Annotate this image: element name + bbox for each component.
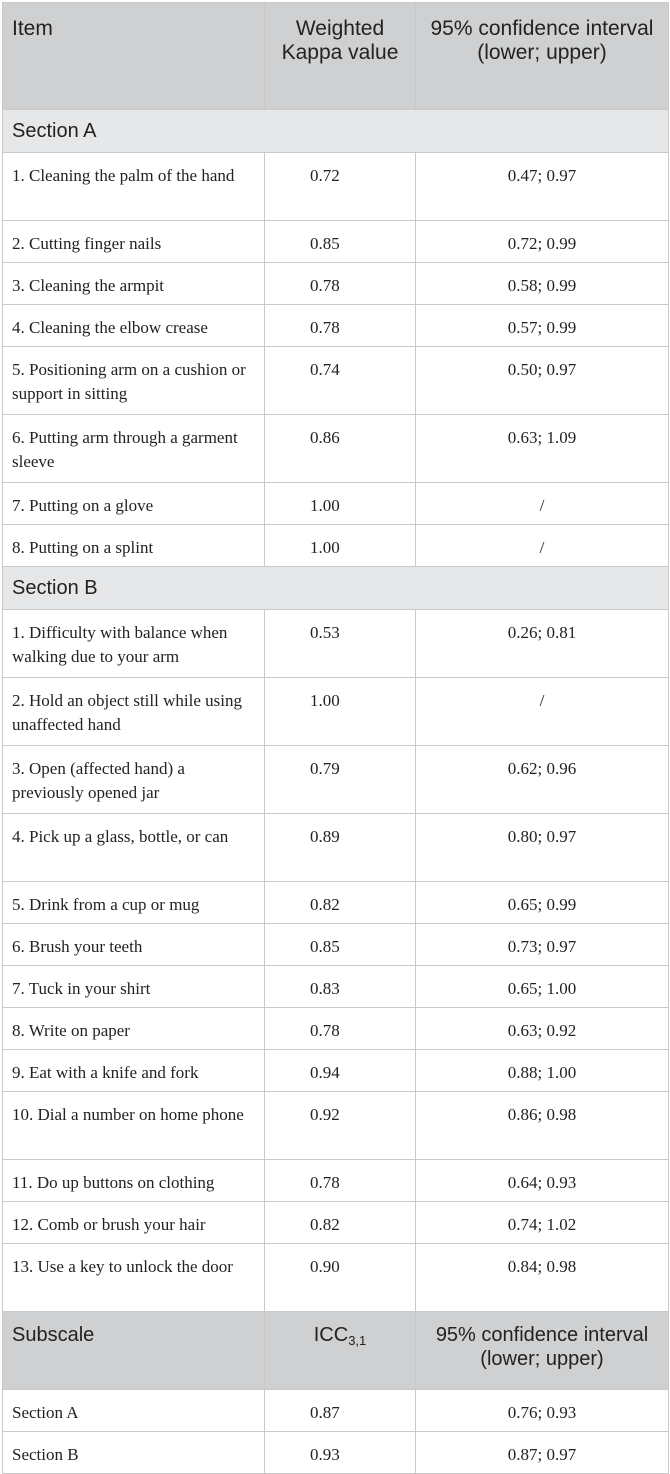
ci-cell: 0.47; 0.97 [416, 153, 669, 221]
kappa-cell: 0.85 [265, 924, 416, 966]
subscale-cell: Section A [3, 1390, 265, 1432]
header-subscale: Subscale [3, 1312, 265, 1390]
item-cell: 9. Eat with a knife and fork [3, 1050, 265, 1092]
ci-cell: 0.72; 0.99 [416, 221, 669, 263]
item-cell: 2. Hold an object still while using unaffected hand [3, 678, 265, 746]
table-row [3, 1050, 669, 1092]
ci-cell: 0.62; 0.96 [416, 746, 669, 814]
table-row [3, 305, 669, 347]
ci-cell: 0.76; 0.93 [416, 1390, 669, 1432]
table-row [3, 1092, 669, 1160]
table-row [3, 1244, 669, 1312]
table-row [3, 746, 669, 814]
kappa-cell: 0.72 [265, 153, 416, 221]
kappa-cell: 0.89 [265, 814, 416, 882]
ci-cell: / [416, 483, 669, 525]
kappa-cell: 0.82 [265, 882, 416, 924]
table-row [3, 221, 669, 263]
ci-cell: 0.80; 0.97 [416, 814, 669, 882]
icc-base: ICC [313, 1324, 349, 1346]
table-row [3, 966, 669, 1008]
kappa-cell: 0.83 [265, 966, 416, 1008]
item-cell: 3. Cleaning the armpit [3, 263, 265, 305]
table-row [3, 882, 669, 924]
subscale-cell: Section B [3, 1432, 265, 1474]
table-row [3, 263, 669, 305]
ci-cell: 0.84; 0.98 [416, 1244, 669, 1312]
table-row [3, 153, 669, 221]
table-row [3, 1432, 669, 1474]
ci-cell: 0.88; 1.00 [416, 1050, 669, 1092]
ci-cell: / [416, 525, 669, 567]
table-row [3, 1160, 669, 1202]
table-row [3, 678, 669, 746]
kappa-cell: 0.74 [265, 347, 416, 415]
header-kappa: Weighted Kappa value [265, 3, 416, 110]
icc-subscript: 3,1 [348, 1333, 367, 1348]
ci-cell: / [416, 678, 669, 746]
section-a-heading: Section A [3, 110, 669, 153]
header-ci: 95% confidence interval (lower; upper) [416, 3, 669, 110]
item-cell: 1. Cleaning the palm of the hand [3, 153, 265, 221]
item-cell: 1. Difficulty with balance when walking due to your arm [3, 610, 265, 678]
item-cell: 2. Cutting finger nails [3, 221, 265, 263]
kappa-cell: 0.53 [265, 610, 416, 678]
item-cell: 8. Write on paper [3, 1008, 265, 1050]
reliability-table [2, 2, 669, 1474]
item-cell: 7. Putting on a glove [3, 483, 265, 525]
table-row [3, 525, 669, 567]
item-cell: 12. Comb or brush your hair [3, 1202, 265, 1244]
section-a-heading-row [3, 110, 669, 153]
icc-cell: 0.87 [265, 1390, 416, 1432]
header-item: Item [3, 3, 265, 110]
table-row [3, 1008, 669, 1050]
kappa-cell: 0.78 [265, 1008, 416, 1050]
item-cell: 7. Tuck in your shirt [3, 966, 265, 1008]
table-row [3, 1202, 669, 1244]
kappa-cell: 0.90 [265, 1244, 416, 1312]
item-cell: 6. Putting arm through a garment sleeve [3, 415, 265, 483]
item-cell: 13. Use a key to unlock the door [3, 1244, 265, 1312]
section-b-heading-row [3, 567, 669, 610]
kappa-cell: 0.82 [265, 1202, 416, 1244]
table-row [3, 814, 669, 882]
subscale-header-row [3, 1312, 669, 1390]
kappa-cell: 0.86 [265, 415, 416, 483]
item-cell: 8. Putting on a splint [3, 525, 265, 567]
item-cell: 5. Positioning arm on a cushion or support in sitting [3, 347, 265, 415]
item-cell: 3. Open (affected hand) a previously opened jar [3, 746, 265, 814]
header-icc [265, 1312, 416, 1390]
table-row [3, 1390, 669, 1432]
kappa-cell: 0.85 [265, 221, 416, 263]
kappa-cell: 1.00 [265, 678, 416, 746]
kappa-cell: 0.78 [265, 1160, 416, 1202]
table-header-row [3, 3, 669, 110]
ci-cell: 0.65; 0.99 [416, 882, 669, 924]
ci-cell: 0.63; 1.09 [416, 415, 669, 483]
kappa-cell: 0.78 [265, 263, 416, 305]
table-row [3, 483, 669, 525]
ci-cell: 0.64; 0.93 [416, 1160, 669, 1202]
kappa-cell: 0.78 [265, 305, 416, 347]
ci-cell: 0.65; 1.00 [416, 966, 669, 1008]
kappa-cell: 1.00 [265, 483, 416, 525]
item-cell: 6. Brush your teeth [3, 924, 265, 966]
kappa-cell: 0.92 [265, 1092, 416, 1160]
ci-cell: 0.58; 0.99 [416, 263, 669, 305]
ci-cell: 0.26; 0.81 [416, 610, 669, 678]
table-row [3, 610, 669, 678]
header-subscale-ci: 95% confidence interval (lower; upper) [416, 1312, 669, 1390]
ci-cell: 0.50; 0.97 [416, 347, 669, 415]
icc-cell: 0.93 [265, 1432, 416, 1474]
ci-cell: 0.57; 0.99 [416, 305, 669, 347]
table-row [3, 415, 669, 483]
item-cell: 4. Pick up a glass, bottle, or can [3, 814, 265, 882]
kappa-cell: 0.79 [265, 746, 416, 814]
item-cell: 5. Drink from a cup or mug [3, 882, 265, 924]
ci-cell: 0.74; 1.02 [416, 1202, 669, 1244]
kappa-cell: 1.00 [265, 525, 416, 567]
table-row [3, 924, 669, 966]
item-cell: 4. Cleaning the elbow crease [3, 305, 265, 347]
ci-cell: 0.86; 0.98 [416, 1092, 669, 1160]
kappa-cell: 0.94 [265, 1050, 416, 1092]
section-b-heading: Section B [3, 567, 669, 610]
item-cell: 10. Dial a number on home phone [3, 1092, 265, 1160]
ci-cell: 0.73; 0.97 [416, 924, 669, 966]
item-cell: 11. Do up buttons on clothing [3, 1160, 265, 1202]
ci-cell: 0.63; 0.92 [416, 1008, 669, 1050]
ci-cell: 0.87; 0.97 [416, 1432, 669, 1474]
table-row [3, 347, 669, 415]
